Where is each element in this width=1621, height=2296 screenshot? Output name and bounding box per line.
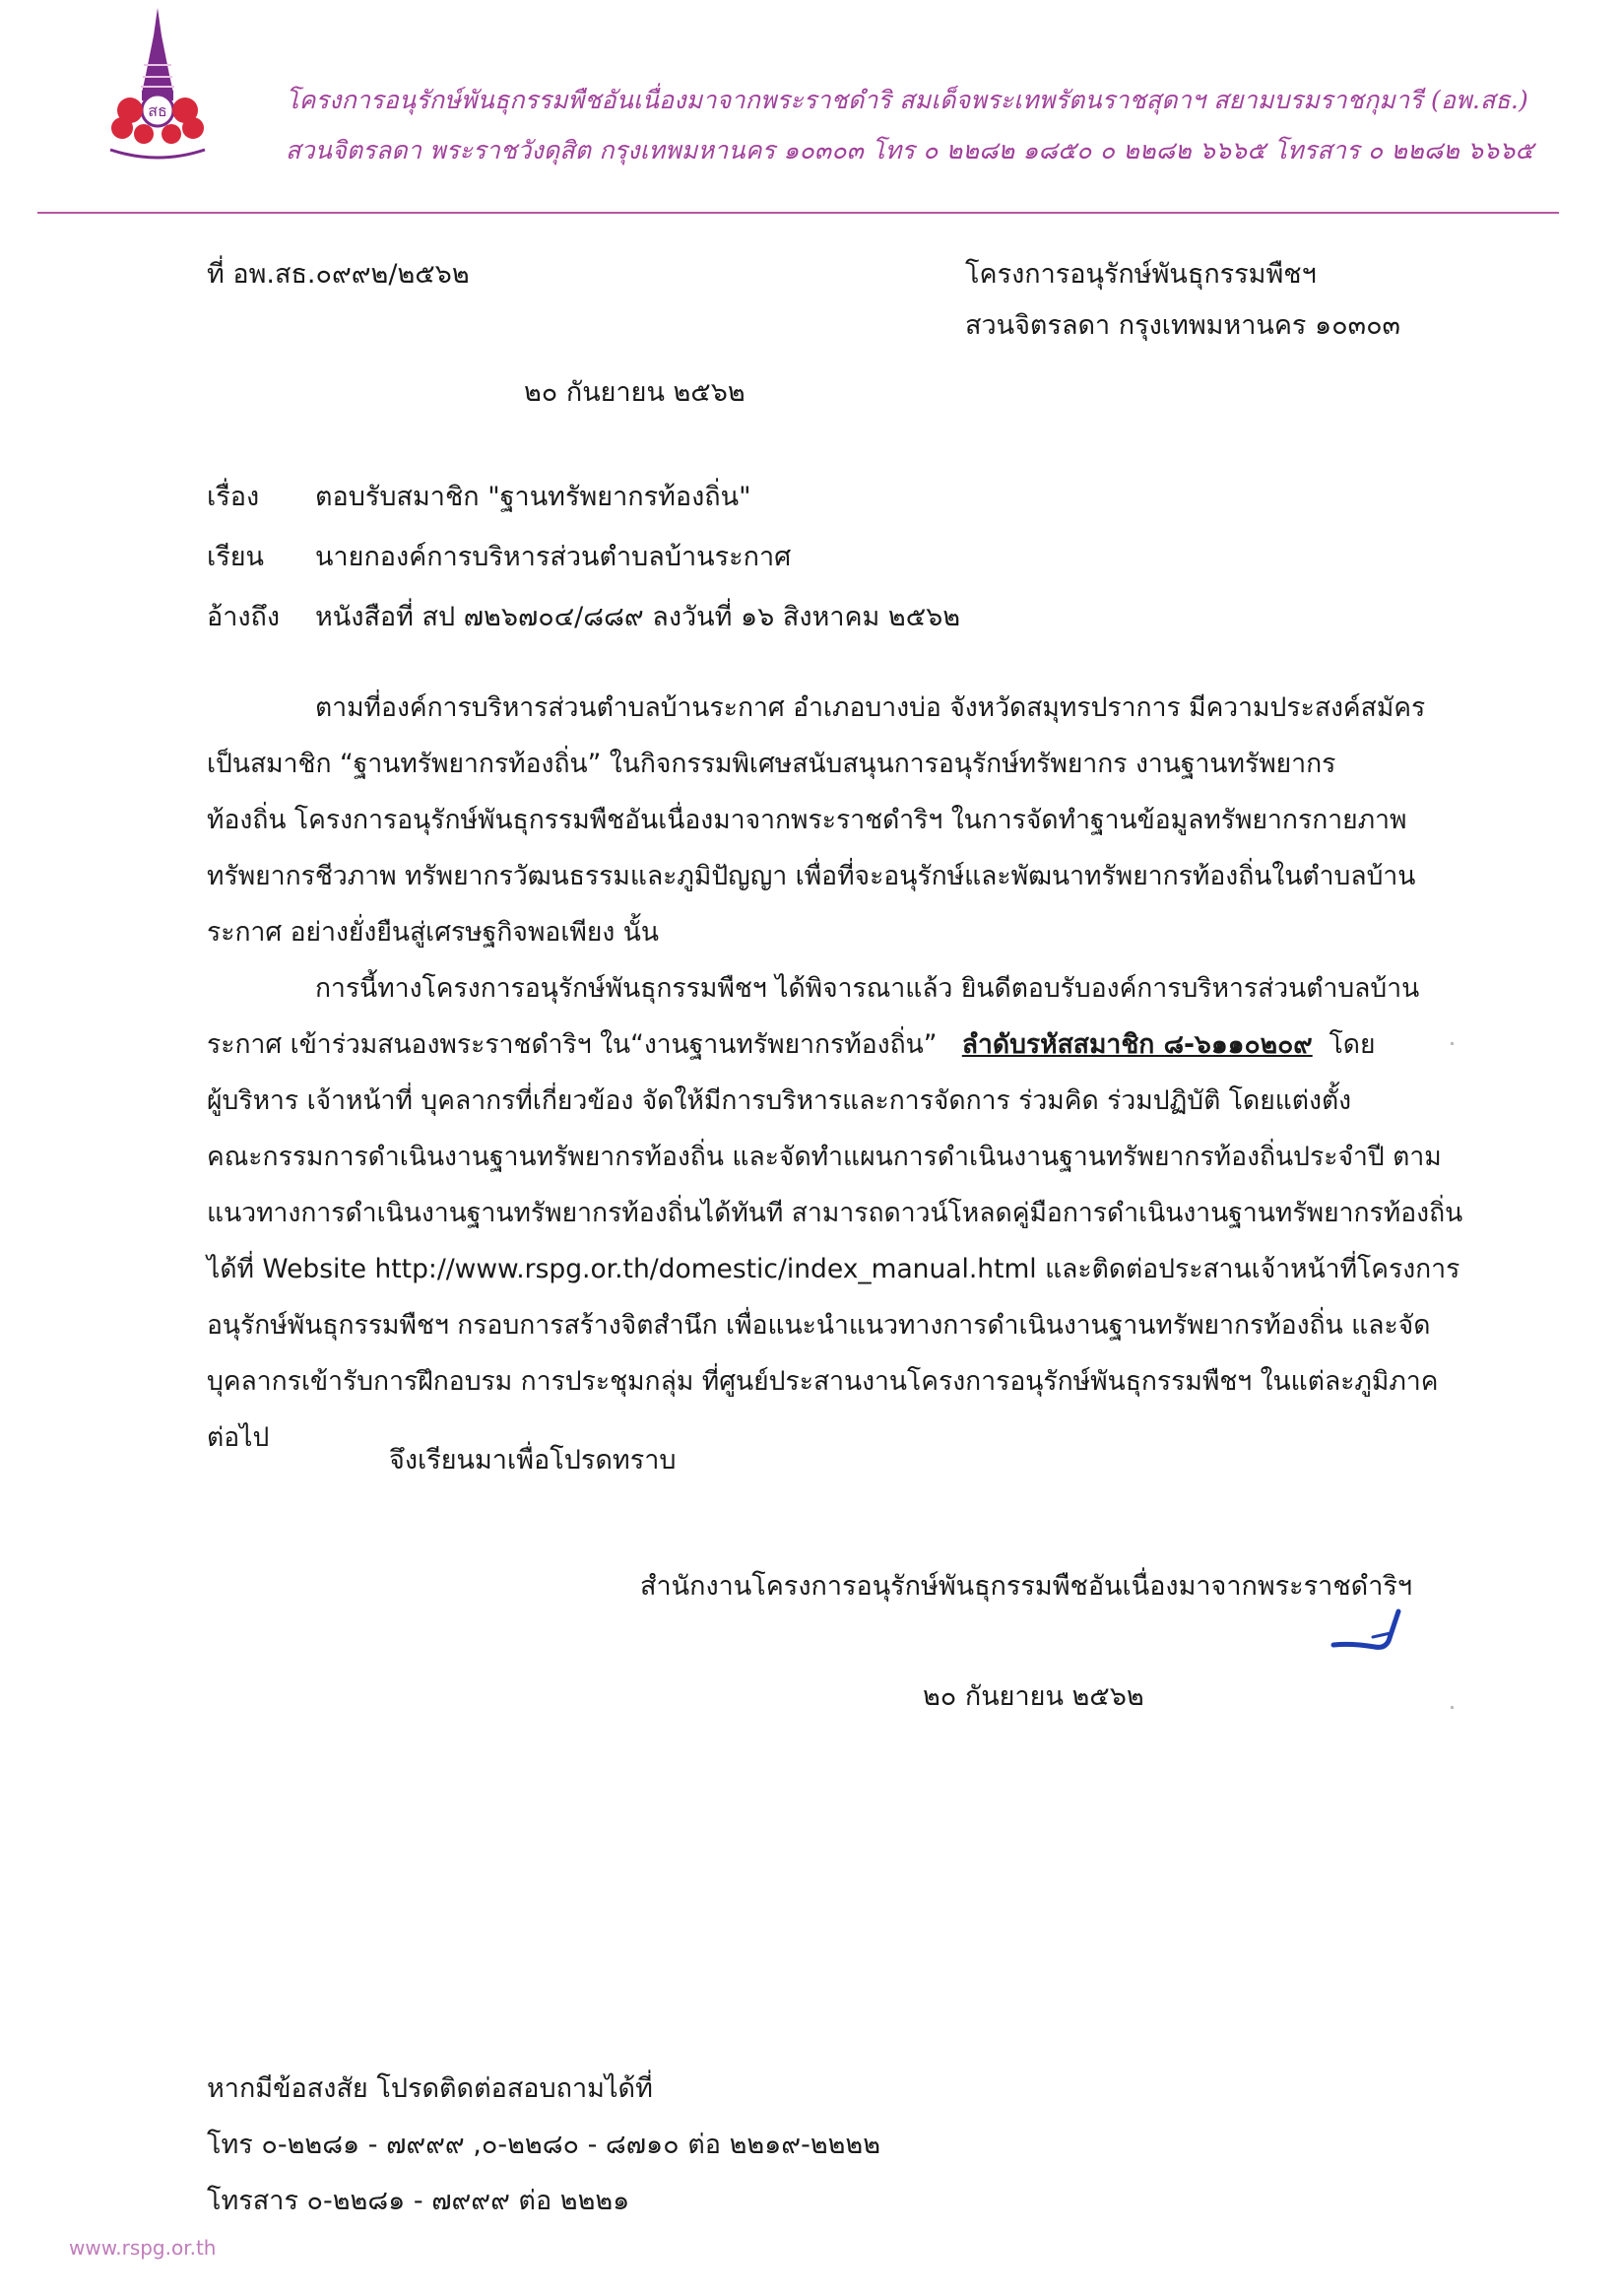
subject-label: เรื่อง — [207, 482, 260, 512]
body-line: อนุรักษ์พันธุกรรมพืชฯ กรอบการสร้างจิตสำนึก เพื่อแนะนำแนวทางการดำเนินงานฐานทรัพยากรท้องถิ่น และจัด — [207, 1310, 1431, 1341]
body-text: โดย — [1329, 1029, 1376, 1060]
body-line: ระกาศ อย่างยั่งยืนสู่เศรษฐกิจพอเพียง นั้น — [207, 917, 659, 948]
subject-value: ตอบรับสมาชิก "ฐานทรัพยากรท้องถิ่น" — [315, 482, 751, 512]
rspg-emblem-icon — [98, 6, 217, 164]
letterhead-org-name: โครงการอนุรักษ์พันธุกรรมพืชอันเนื่องมาจากพระราชดำริ สมเด็จพระเทพรัตนราชสุดาฯ สยามบรมราชกุมารี (อพ.สธ.) — [286, 86, 1528, 114]
letterhead-divider — [37, 212, 1559, 214]
reference-number: ที่ อพ.สธ.๐๙๙๒/๒๕๖๒ — [207, 259, 470, 290]
body-line: คณะกรรมการดำเนินงานฐานทรัพยากรท้องถิ่น และจัดทำแผนการดำเนินงานฐานทรัพยากรท้องถิ่นประจำปี ตาม — [207, 1142, 1442, 1172]
body-line: ตามที่องค์การบริหารส่วนตำบลบ้านระกาศ อำเภอบางบ่อ จังหวัดสมุทรปราการ มีความประสงค์สมัคร — [315, 692, 1426, 723]
body-line: ต่อไป — [207, 1422, 270, 1453]
body-line: การนี้ทางโครงการอนุรักษ์พันธุกรรมพืชฯ ได้พิจารณาแล้ว ยินดีตอบรับองค์การบริหารส่วนตำบลบ้าน — [315, 973, 1420, 1004]
reference-value: หนังสือที่ สป ๗๒๖๗๐๔/๘๘๙ ลงวันที่ ๑๖ สิงหาคม ๒๕๖๒ — [315, 602, 961, 632]
body-line: ได้ที่ Website http://www.rspg.or.th/domestic/index_manual.html และติดต่อประสานเจ้าหน้าที่โครงการ — [207, 1254, 1460, 1284]
body-line: บุคลากรเข้ารับการฝึกอบรม การประชุมกลุ่ม ที่ศูนย์ประสานงานโครงการอนุรักษ์พันธุกรรมพืชฯ ในแต่ละภูมิภาค — [207, 1366, 1439, 1397]
body-line: ผู้บริหาร เจ้าหน้าที่ บุคลากรที่เกี่ยวข้อง จัดให้มีการบริหารและการจัดการ ร่วมคิด ร่วมปฏิบัติ โดยแต่งตั้ง — [207, 1085, 1352, 1116]
contact-phone: โทร ๐-๒๒๘๑ - ๗๙๙๙ ,๐-๒๒๘๐ - ๘๗๑๐ ต่อ ๒๒๑๙-๒๒๒๒ — [207, 2130, 881, 2160]
signature-mark — [1329, 1594, 1408, 1663]
signature-date: ๒๐ กันยายน ๒๕๖๒ — [923, 1681, 1144, 1712]
body-line: ท้องถิ่น โครงการอนุรักษ์พันธุกรรมพืชอันเนื่องมาจากพระราชดำริฯ ในการจัดทำฐานข้อมูลทรัพยากรกายภาพ — [207, 805, 1407, 835]
body-line: ทรัพยากรชีวภาพ ทรัพยากรวัฒนธรรมและภูมิปัญญา เพื่อที่จะอนุรักษ์และพัฒนาทรัพยากรท้องถิ่นในตำบลบ้าน — [207, 861, 1416, 891]
member-code: ลำดับรหัสสมาชิก ๘-๖๑๑๐๒๐๙ — [961, 1029, 1313, 1060]
recipient-label: เรียน — [207, 542, 265, 572]
scan-mark — [1451, 1706, 1454, 1709]
contact-fax: โทรสาร ๐-๒๒๘๑ - ๗๙๙๙ ต่อ ๒๒๒๑ — [207, 2186, 630, 2216]
body-line: เป็นสมาชิก “ฐานทรัพยากรท้องถิ่น” ในกิจกรรมพิเศษสนับสนุนการอนุรักษ์ทรัพยากร งานฐานทรัพยากร — [207, 749, 1336, 779]
footer-website-link[interactable]: www.rspg.or.th — [69, 2236, 217, 2260]
scan-mark — [1451, 1042, 1454, 1045]
sender-address: สวนจิตรลดา กรุงเทพมหานคร ๑๐๓๐๓ — [965, 310, 1401, 341]
body-text: ระกาศ เข้าร่วมสนองพระราชดำริฯ ใน“งานฐานทรัพยากรท้องถิ่น” — [207, 1029, 938, 1060]
letter-date: ๒๐ กันยายน ๒๕๖๒ — [524, 377, 746, 408]
reference-label: อ้างถึง — [207, 602, 281, 632]
contact-intro: หากมีข้อสงสัย โปรดติดต่อสอบถามได้ที่ — [207, 2073, 653, 2104]
body-line: แนวทางการดำเนินงานฐานทรัพยากรท้องถิ่นได้ทันที สามารถดาวน์โหลดคู่มือการดำเนินงานฐานทรัพยากรท้องถิ่น — [207, 1198, 1463, 1228]
recipient-value: นายกองค์การบริหารส่วนตำบลบ้านระกาศ — [315, 542, 792, 572]
closing-line: จึงเรียนมาเพื่อโปรดทราบ — [389, 1445, 677, 1476]
body-line — [207, 1023, 1376, 1065]
sender-name: โครงการอนุรักษ์พันธุกรรมพืชฯ — [965, 259, 1317, 290]
letterhead-address: สวนจิตรลดา พระราชวังดุสิต กรุงเทพมหานคร ๑๐๓๐๓ โทร ๐ ๒๒๘๒ ๑๘๕๐ ๐ ๒๒๘๒ ๖๖๖๕ โทรสาร ๐ ๒๒๘๒ ๖๖๖๕ — [286, 136, 1534, 164]
signature-office: สำนักงานโครงการอนุรักษ์พันธุกรรมพืชอันเนื่องมาจากพระราชดำริฯ — [640, 1571, 1413, 1602]
svg-text:สธ: สธ — [148, 101, 167, 120]
